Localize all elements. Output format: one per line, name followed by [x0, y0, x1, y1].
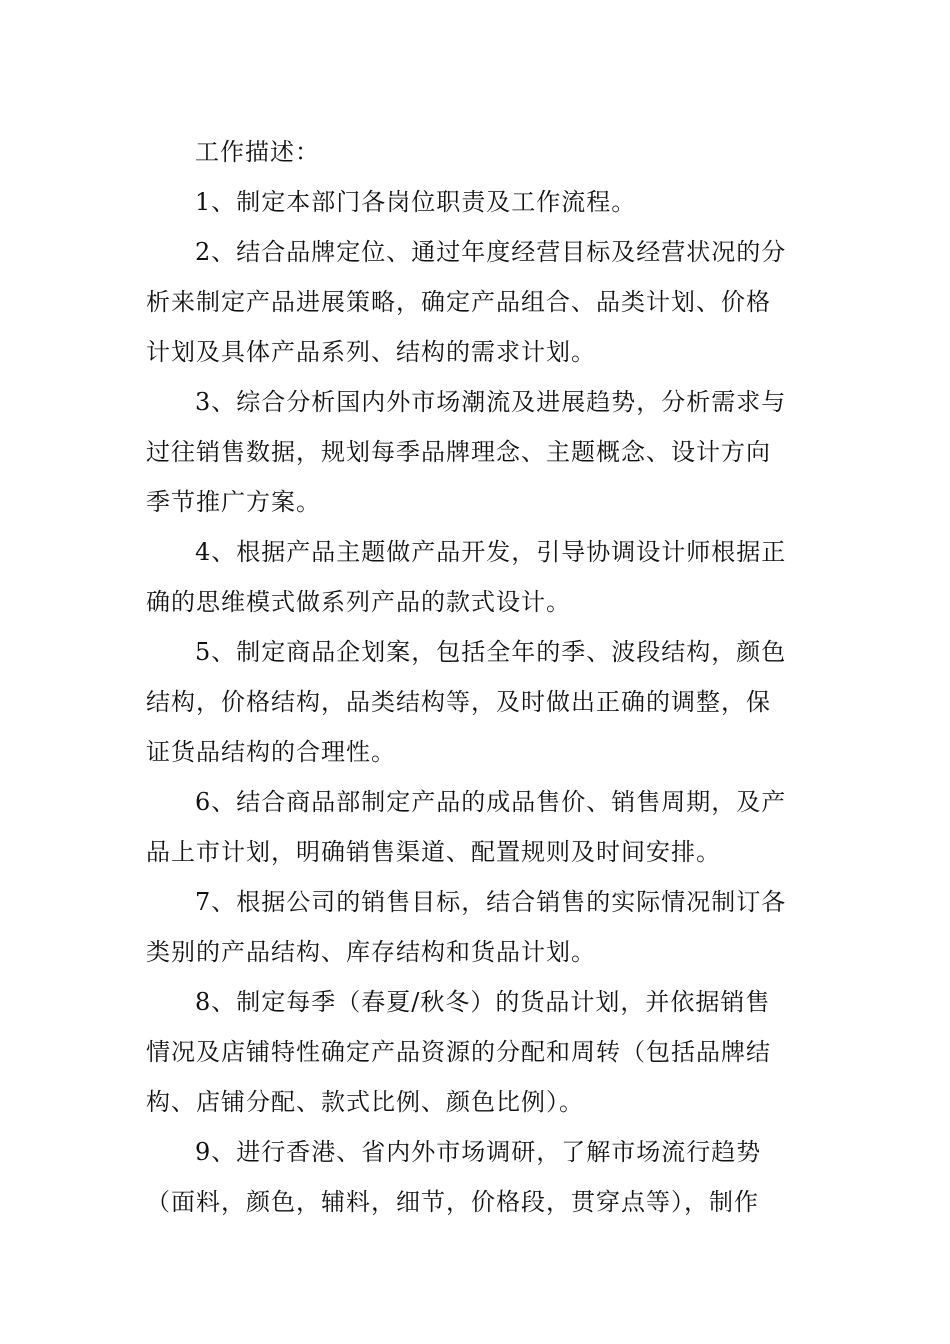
paragraph-5 — [146, 627, 806, 777]
paragraph-line: 类别的产品结构、库存结构和货品计划。 — [146, 938, 596, 966]
section-heading: 工作描述： — [195, 138, 320, 166]
paragraph-line: 确的思维模式做系列产品的款式设计。 — [146, 588, 571, 616]
paragraph-line: 2、结合品牌定位、通过年度经营目标及经营状况的分 — [195, 238, 787, 266]
paragraph-6 — [146, 777, 806, 877]
paragraph-2 — [146, 227, 806, 377]
paragraph-3 — [146, 377, 806, 527]
paragraph-line: 7、根据公司的销售目标，结合销售的实际情况制订各 — [195, 888, 787, 916]
paragraph-7 — [146, 877, 806, 977]
paragraph-line: 季节推广方案。 — [146, 488, 321, 516]
paragraph-9 — [146, 1127, 806, 1227]
paragraph-line: 品上市计划，明确销售渠道、配置规则及时间安排。 — [146, 838, 721, 866]
paragraph-line: 析来制定产品进展策略，确定产品组合、品类计划、价格 — [146, 288, 771, 316]
paragraph-line: 构、店铺分配、款式比例、颜色比例）。 — [146, 1088, 584, 1116]
paragraph-1 — [146, 177, 806, 227]
paragraph-line: 5、制定商品企划案，包括全年的季、波段结构，颜色 — [195, 638, 787, 666]
paragraph-line: （面料，颜色，辅料，细节，价格段，贯穿点等），制作 — [146, 1188, 759, 1216]
paragraph-line: 证货品结构的合理性。 — [146, 738, 396, 766]
paragraph-line: 过往销售数据，规划每季品牌理念、主题概念、设计方向 — [146, 438, 771, 466]
paragraph-line: 1、制定本部门各岗位职责及工作流程。 — [195, 188, 637, 216]
paragraph-line: 计划及具体产品系列、结构的需求计划。 — [146, 338, 596, 366]
paragraph-8 — [146, 977, 806, 1127]
paragraph-line: 结构，价格结构，品类结构等，及时做出正确的调整，保 — [146, 688, 771, 716]
document-body — [146, 127, 806, 1227]
paragraph-line: 4、根据产品主题做产品开发，引导协调设计师根据正 — [195, 538, 787, 566]
paragraph-line: 情况及店铺特性确定产品资源的分配和周转（包括品牌结 — [146, 1038, 771, 1066]
paragraph-line: 6、结合商品部制定产品的成品售价、销售周期，及产 — [195, 788, 787, 816]
paragraph-line: 9、进行香港、省内外市场调研，了解市场流行趋势 — [195, 1138, 762, 1166]
paragraph-4 — [146, 527, 806, 627]
paragraph-line: 3、综合分析国内外市场潮流及进展趋势，分析需求与 — [195, 388, 787, 416]
paragraph-line: 8、制定每季（春夏/秋冬）的货品计划，并依据销售 — [195, 988, 771, 1016]
